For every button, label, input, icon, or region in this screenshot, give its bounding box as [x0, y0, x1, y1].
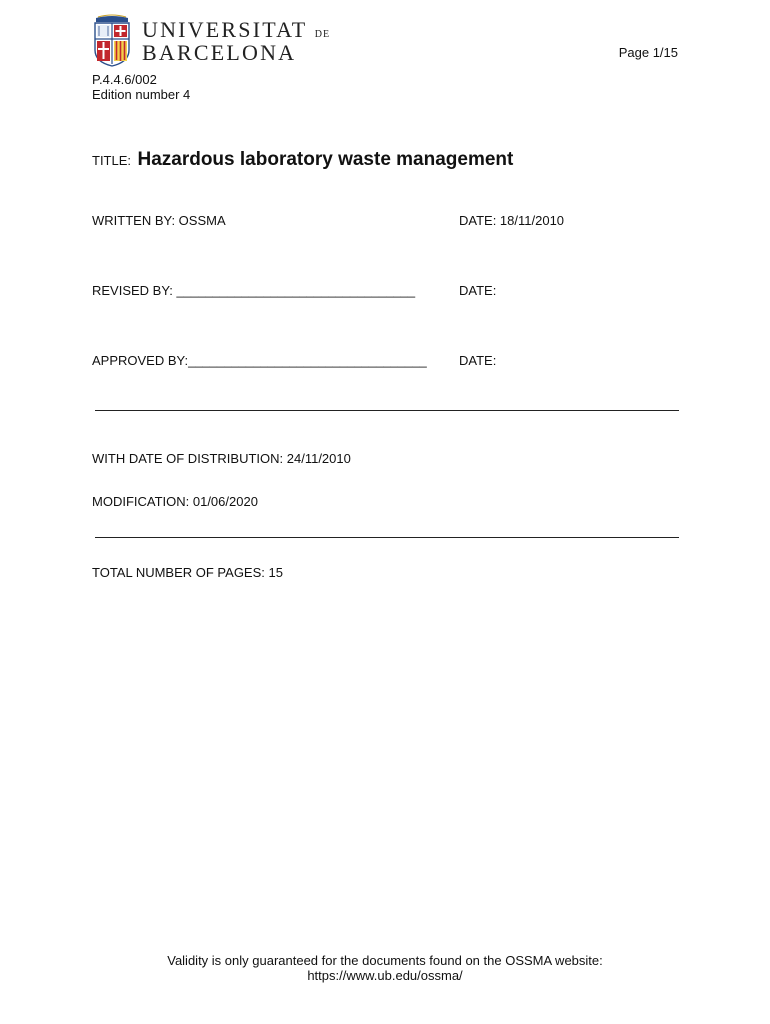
- title-label: TITLE:: [92, 153, 132, 168]
- document-code: P.4.4.6/002: [92, 72, 157, 87]
- approved-date: DATE:: [459, 353, 497, 368]
- page-number: Page 1/15: [618, 45, 678, 60]
- document-code-block: [92, 72, 190, 102]
- logo-text-universitat: UNIVERSITAT DE: [142, 17, 331, 42]
- divider-bottom: [95, 537, 679, 538]
- footer-url: https://www.ub.edu/ossma/: [307, 968, 463, 983]
- document-title: [92, 149, 513, 171]
- total-pages: TOTAL NUMBER OF PAGES: 15: [92, 565, 283, 580]
- revised-date: DATE:: [459, 283, 497, 298]
- title-value: Hazardous laboratory waste management: [137, 149, 514, 170]
- approved-by: APPROVED BY:_________________________________: [92, 353, 427, 368]
- written-date: DATE: 18/11/2010: [459, 213, 565, 228]
- revised-by: REVISED BY: _________________________________: [92, 283, 416, 298]
- logo-text-barcelona: BARCELONA: [142, 40, 297, 65]
- university-shield-icon: [92, 14, 132, 68]
- modification-date: MODIFICATION: 01/06/2020: [92, 494, 258, 509]
- footer-line-1: Validity is only guaranteed for the documents found on the OSSMA website:: [167, 953, 603, 968]
- written-by: WRITTEN BY: OSSMA: [92, 213, 226, 228]
- university-logo: [92, 14, 331, 70]
- edition-number: Edition number 4: [92, 87, 191, 102]
- divider-top: [95, 410, 679, 411]
- distribution-date: WITH DATE OF DISTRIBUTION: 24/11/2010: [92, 451, 351, 466]
- logo-text-de: DE: [314, 29, 331, 40]
- footer-validity-note: [0, 953, 770, 983]
